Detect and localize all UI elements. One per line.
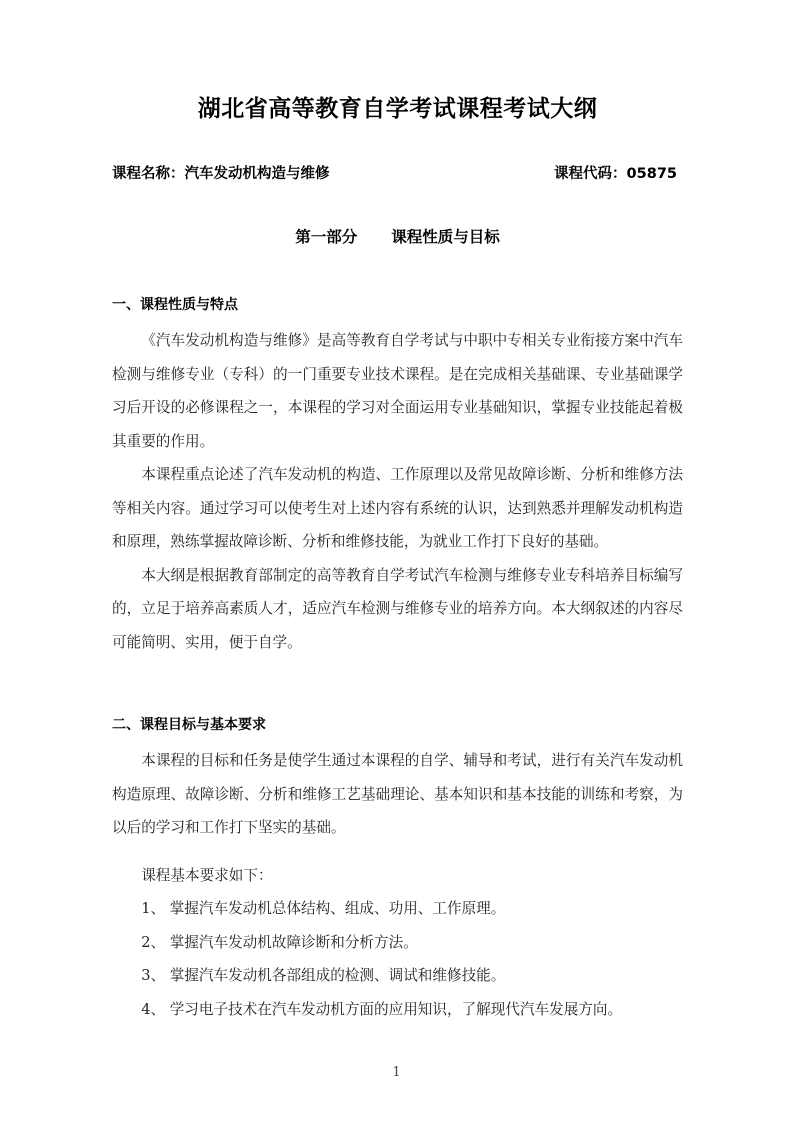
section-1-paragraph-2: 本课程重点论述了汽车发动机的构造、工作原理以及常见故障诊断、分析和维修方法等相关内容。通过学习可以使考生对上述内容有系统的认识，达到熟悉并理解发动机构造和原理，熟练掌握故障诊断、分析和维修技能，为就业工作打下良好的基础。 [112, 466, 683, 550]
course-code: 课程代码：05875 [554, 166, 677, 182]
document-content [112, 0, 683, 1026]
requirements-list [112, 892, 683, 1026]
list-item: 3、 掌握汽车发动机各部组成的检测、调试和维修技能。 [141, 967, 506, 984]
document-title: 湖北省高等教育自学考试课程考试大纲 [197, 96, 598, 122]
section-heading-2: 二、课程目标与基本要求 [112, 717, 266, 733]
course-name: 课程名称：汽车发动机构造与维修 [112, 166, 330, 182]
part-heading-name: 课程性质与目标 [391, 228, 500, 246]
section-2-paragraph-1: 本课程的目标和任务是使学生通过本课程的自学、辅导和考试，进行有关汽车发动机构造原理、故障诊断、分析和维修工艺基础理论、基本知识和基本技能的训练和考察，为以后的学习和工作打下坚实的基础。 [112, 752, 683, 836]
list-item: 2、 掌握汽车发动机故障诊断和分析方法。 [141, 933, 418, 951]
part-heading [112, 186, 683, 250]
page-number: 1 [392, 1065, 401, 1080]
section-1-paragraph-3: 本大纲是根据教育部制定的高等教育自学考试汽车检测与维修专业专科培养目标编写的，立足于培养高素质人才，适应汽车检测与维修专业的培养方向。本大纲叙述的内容尽可能简明、实用，便于自学。 [112, 566, 683, 651]
list-item: 1、 掌握汽车发动机总体结构、组成、功用、工作原理。 [141, 900, 506, 917]
requirements-intro: 课程基本要求如下： [141, 866, 273, 884]
part-heading-number: 第一部分 [295, 228, 358, 246]
course-meta-line [112, 162, 683, 186]
section-heading-1: 一、课程性质与特点 [112, 297, 238, 313]
section-1-paragraph-1: 《汽车发动机构造与维修》是高等教育自学考试与中职中专相关专业衔接方案中汽车检测与维修专业（专科）的一门重要专业技术课程。是在完成相关基础课、专业基础课学习后开设的必修课程之一，本课程的学习对全面运用专业基础知识，掌握专业技能起着极其重要的作用。 [112, 332, 683, 450]
list-item: 4、 学习电子技术在汽车发动机方面的应用知识，了解现代汽车发展方向。 [141, 1000, 623, 1018]
